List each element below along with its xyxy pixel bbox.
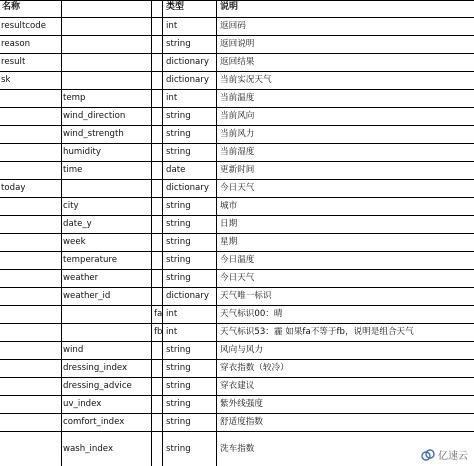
column-rule	[162, 0, 163, 466]
field-type: int	[166, 327, 178, 337]
header-name: 名称	[2, 2, 21, 12]
field-type: dictionary	[166, 183, 209, 193]
field-type: string	[166, 273, 191, 283]
field-description: 天气标识53：霾 如果fa不等于fb，说明是组合天气	[220, 327, 414, 337]
field-type: string	[166, 129, 191, 139]
watermark-logo	[421, 447, 468, 462]
field-type: string	[166, 255, 191, 265]
field-type: int	[166, 21, 178, 31]
field-type: string	[166, 363, 191, 373]
field-name-level2: dressing_index	[63, 363, 128, 373]
table-rule	[0, 431, 474, 432]
field-description: 穿衣建议	[220, 381, 255, 391]
field-description: 天气唯一标识	[220, 291, 272, 301]
table-rule	[0, 377, 474, 378]
field-name-level2: wind	[63, 345, 84, 355]
field-type: string	[166, 201, 191, 211]
table-rule	[0, 179, 474, 180]
table-rule	[0, 197, 474, 198]
watermark-text: 亿速云	[438, 451, 468, 462]
field-description: 穿衣指数（较冷）	[220, 363, 289, 373]
table-rule	[0, 341, 474, 342]
field-name-level1: resultcode	[1, 21, 47, 31]
field-description: 返回说明	[220, 39, 255, 49]
table-rule	[0, 161, 474, 162]
field-description: 当前温度	[220, 93, 255, 103]
field-type: string	[166, 399, 191, 409]
field-name-level2: wind_strength	[63, 129, 124, 139]
field-description: 今日天气	[220, 183, 255, 193]
field-name-level2: uv_index	[63, 399, 102, 409]
table-rule	[0, 287, 474, 288]
column-rule	[151, 0, 152, 466]
field-name-level2: city	[63, 201, 79, 211]
field-description: 紫外线强度	[220, 399, 263, 409]
field-name-level2: weather	[63, 273, 99, 283]
field-name-level1: sk	[1, 75, 11, 85]
field-type: string	[166, 219, 191, 229]
field-description: 当前风力	[220, 129, 255, 139]
field-type: string	[166, 444, 191, 454]
table-rule	[0, 215, 474, 216]
field-name-level2: weather_id	[63, 291, 111, 301]
table-rule	[0, 17, 474, 18]
field-name-level2: wash_index	[63, 444, 114, 454]
field-name-level3: fb	[154, 327, 163, 337]
field-description: 当前风向	[220, 111, 255, 121]
field-type: dictionary	[166, 291, 209, 301]
field-type: string	[166, 345, 191, 355]
table-rule	[0, 359, 474, 360]
field-name-level2: comfort_index	[63, 417, 125, 427]
field-description: 风向与风力	[220, 345, 263, 355]
field-description: 当前实况天气	[220, 75, 272, 85]
field-description: 天气标识00：晴	[220, 309, 283, 319]
field-type: string	[166, 147, 191, 157]
table-rule	[0, 251, 474, 252]
field-description: 星期	[220, 237, 238, 247]
table-rule	[0, 89, 474, 90]
field-type: string	[166, 39, 191, 49]
table-rule	[0, 395, 474, 396]
table-rule	[0, 125, 474, 126]
table-rule	[0, 0, 474, 1]
field-type: dictionary	[166, 75, 209, 85]
field-name-level2: wind_direction	[63, 111, 126, 121]
table-rule	[0, 35, 474, 36]
cloud-logo-icon	[421, 449, 435, 461]
field-type: string	[166, 417, 191, 427]
field-name-level1: today	[1, 183, 26, 193]
table-rule	[0, 107, 474, 108]
table-rule	[0, 269, 474, 270]
field-name-level2: temperature	[63, 255, 118, 265]
field-type: string	[166, 237, 191, 247]
field-name-level2: week	[63, 237, 86, 247]
field-name-level3: fa	[154, 309, 163, 319]
table-rule	[0, 53, 474, 54]
field-name-level2: humidity	[63, 147, 101, 157]
column-rule	[216, 0, 217, 466]
table-rule	[0, 233, 474, 234]
field-description: 当前湿度	[220, 147, 255, 157]
field-type: int	[166, 309, 178, 319]
field-description: 返回结果	[220, 57, 255, 67]
field-description: 更新时间	[220, 165, 255, 175]
field-name-level2: temp	[63, 93, 86, 103]
field-name-level1: reason	[1, 39, 31, 49]
table-rule	[0, 413, 474, 414]
field-name-level2: time	[63, 165, 83, 175]
table-rule	[0, 305, 474, 306]
field-type: dictionary	[166, 57, 209, 67]
field-type: date	[166, 165, 186, 175]
table-rule	[0, 71, 474, 72]
field-name-level2: dressing_advice	[63, 381, 132, 391]
field-type: string	[166, 111, 191, 121]
field-name-level1: result	[1, 57, 26, 67]
field-name-level2: date_y	[63, 219, 92, 229]
field-description: 返回码	[220, 21, 246, 31]
field-description: 舒适度指数	[220, 417, 263, 427]
field-description: 今日天气	[220, 273, 255, 283]
field-description: 今日温度	[220, 255, 255, 265]
header-type: 类型	[166, 2, 185, 12]
field-description: 日期	[220, 219, 238, 229]
field-description: 洗车指数	[220, 444, 255, 454]
field-description: 城市	[220, 201, 238, 211]
column-rule	[61, 0, 62, 466]
table-rule	[0, 143, 474, 144]
field-type: int	[166, 93, 178, 103]
header-description: 说明	[220, 2, 239, 12]
field-type: string	[166, 381, 191, 391]
table-rule	[0, 323, 474, 324]
